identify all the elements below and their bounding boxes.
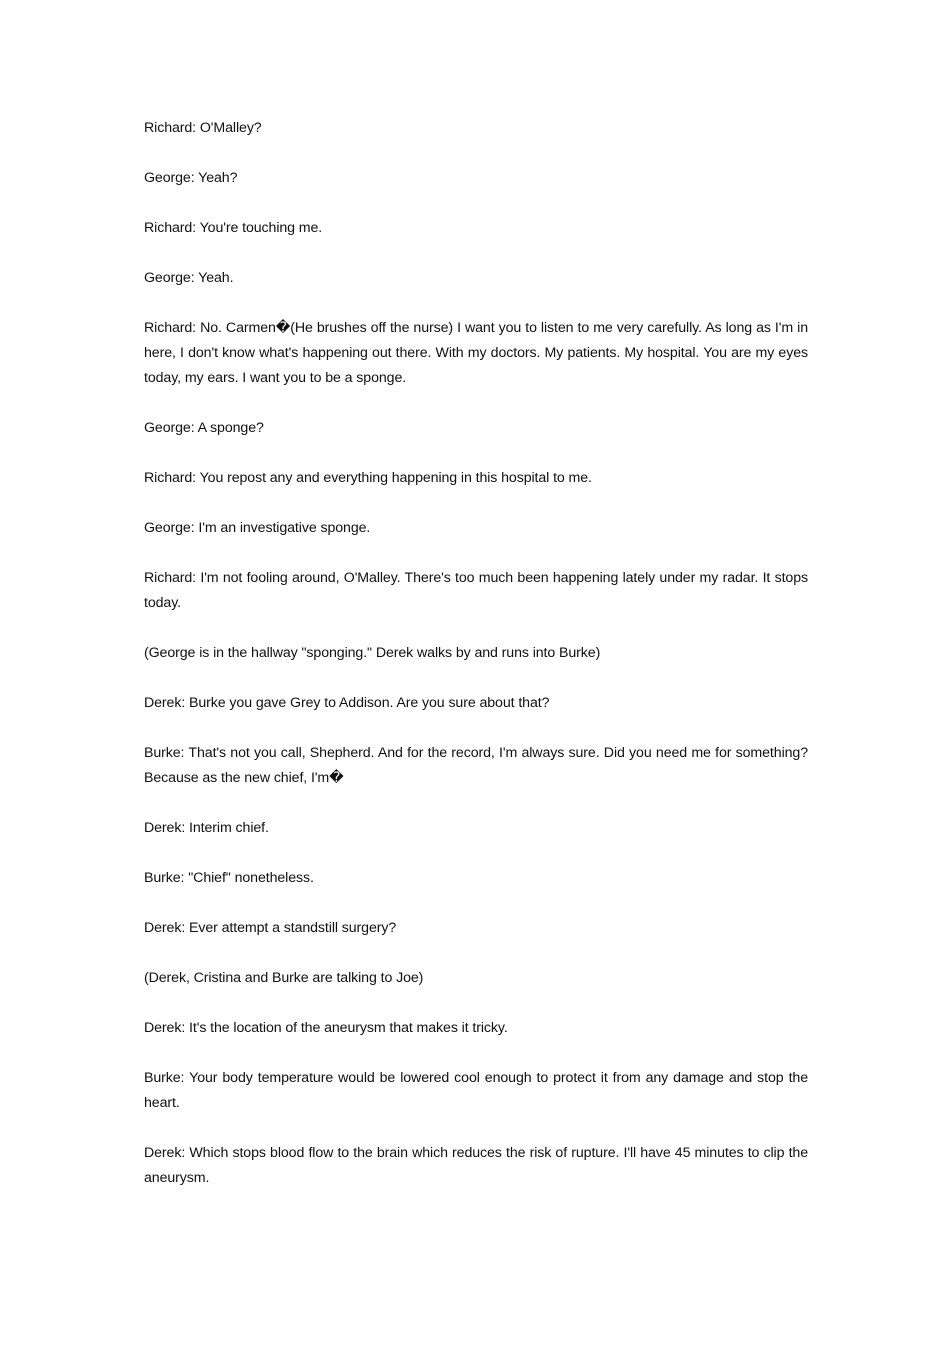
dialogue-line: Burke: That's not you call, Shepherd. And for the record, I'm always sure. Did you need me for something? Because as the new chief, I'm� <box>144 745 808 786</box>
dialogue-line: Derek: Ever attempt a standstill surgery? <box>144 920 397 936</box>
stage-direction: (George is in the hallway "sponging." Derek walks by and runs into Burke) <box>144 645 601 661</box>
dialogue-line: Richard: No. Carmen�(He brushes off the nurse) I want you to listen to me very carefully. As long as I'm in here, I don't know what's happening out there. With my doctors. My patients. My hospital. You are my eyes today, my ears. I want you to be a sponge. <box>144 320 808 386</box>
dialogue-line: Derek: Interim chief. <box>144 820 269 836</box>
dialogue-line: Richard: You're touching me. <box>144 220 323 236</box>
dialogue-line: George: Yeah. <box>144 270 234 286</box>
dialogue-line: Derek: It's the location of the aneurysm that makes it tricky. <box>144 1020 508 1036</box>
dialogue-line: George: I'm an investigative sponge. <box>144 520 371 536</box>
dialogue-line: Burke: Your body temperature would be lowered cool enough to protect it from any damage and stop the heart. <box>144 1070 808 1111</box>
dialogue-line: George: A sponge? <box>144 420 264 436</box>
stage-direction: (Derek, Cristina and Burke are talking to Joe) <box>144 970 424 986</box>
dialogue-line: Richard: I'm not fooling around, O'Malley. There's too much been happening lately under my radar. It stops today. <box>144 570 808 611</box>
transcript-body <box>144 116 808 1216</box>
dialogue-line: Richard: O'Malley? <box>144 120 262 136</box>
dialogue-line: Richard: You repost any and everything happening in this hospital to me. <box>144 470 592 486</box>
dialogue-line: George: Yeah? <box>144 170 238 186</box>
dialogue-line: Derek: Which stops blood flow to the brain which reduces the risk of rupture. I'll have 45 minutes to clip the aneurysm. <box>144 1145 808 1186</box>
dialogue-line: Derek: Burke you gave Grey to Addison. Are you sure about that? <box>144 695 550 711</box>
dialogue-line: Burke: "Chief" nonetheless. <box>144 870 314 886</box>
